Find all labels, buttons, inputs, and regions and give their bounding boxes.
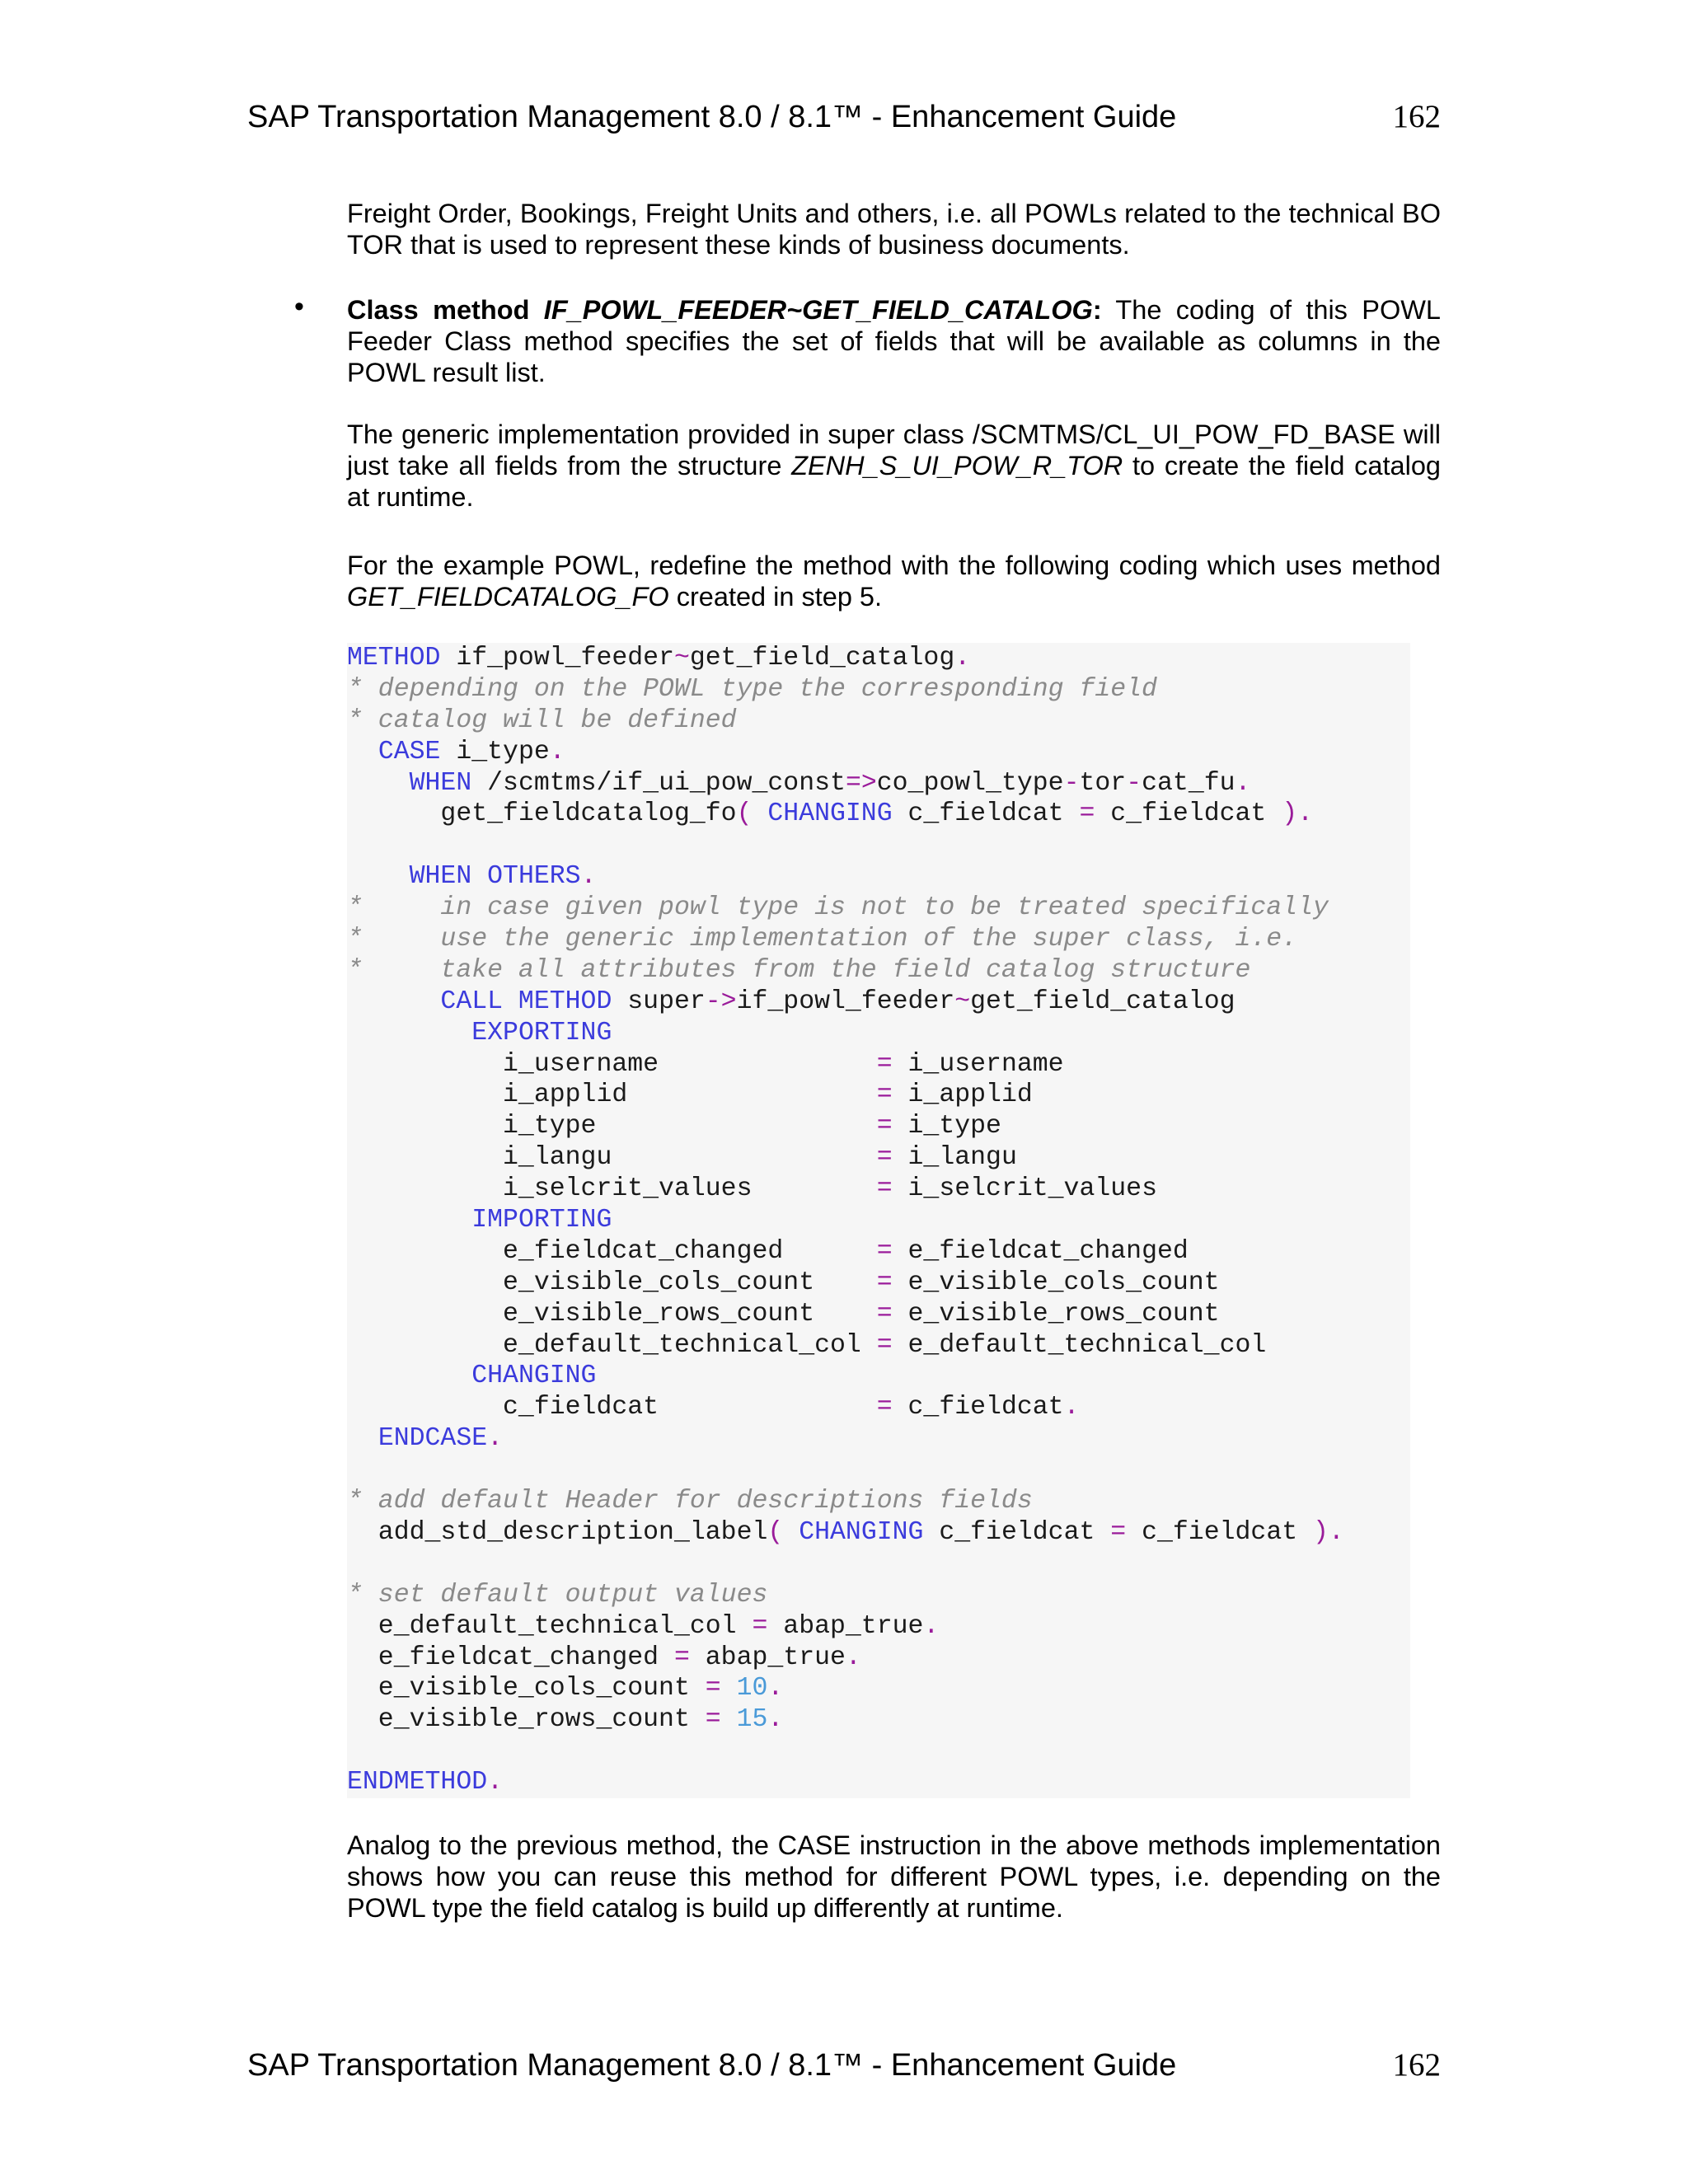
code-line <box>347 893 1410 924</box>
code-token: = <box>876 1268 893 1297</box>
code-token: i_type <box>440 737 550 766</box>
footer-page-number: 162 <box>1392 2047 1441 2083</box>
header-page-number: 162 <box>1392 99 1441 134</box>
code-token: CHANGING <box>767 799 893 829</box>
code-token: * catalog will be defined <box>347 705 737 735</box>
code-token: CASE <box>377 737 441 766</box>
para3-text-a: The generic implementation provided in super class /SCMTMS/CL_UI_POW_FD_BASE will just take all fields from the structure <box>347 419 1441 480</box>
paragraph-analog: Analog to the previous method, the CASE instruction in the above methods implementation shows how you can reuse this method for different POWL types, i.e. depending on the POWL type the field catalog is build up differently at runtime. <box>347 1830 1441 1923</box>
para4-method-name: GET_FIELDCATALOG_FO <box>347 582 669 612</box>
code-line <box>347 955 1410 987</box>
code-token: CALL METHOD <box>440 987 612 1016</box>
code-line <box>347 1580 1410 1611</box>
code-line <box>347 987 1410 1018</box>
code-token: i_username <box>347 1049 877 1079</box>
code-token: . <box>580 862 597 892</box>
code-token: = <box>876 1143 893 1173</box>
code-token: cat_fu <box>1142 768 1236 798</box>
code-token: . <box>549 737 565 766</box>
code-token: -> <box>705 987 737 1016</box>
code-token: c_fieldcat <box>1126 1517 1314 1547</box>
code-token: . <box>1235 768 1251 798</box>
code-token: c_fieldcat <box>892 1393 1064 1422</box>
code-token: ). <box>1313 1517 1344 1547</box>
code-line <box>347 1392 1410 1423</box>
code-token: get_field_catalog <box>689 644 955 673</box>
code-token: CHANGING <box>471 1361 597 1391</box>
code-token: tor <box>1079 768 1127 798</box>
code-token: WHEN <box>409 862 472 892</box>
code-token: e_visible_rows_count <box>347 1299 877 1329</box>
code-token <box>721 1705 737 1734</box>
code-token: 10 <box>736 1674 768 1704</box>
code-token: i_username <box>892 1049 1064 1079</box>
code-token: = <box>876 1174 893 1204</box>
code-token: = <box>705 1674 721 1704</box>
code-token: c_fieldcat <box>347 1393 877 1422</box>
code-token <box>347 987 440 1016</box>
paragraph-intro: Freight Order, Bookings, Freight Units and others, i.e. all POWLs related to the technical BO TOR that is used to represent these kinds of business documents. <box>347 199 1441 260</box>
code-token: e_default_technical_col <box>347 1330 877 1360</box>
code-token: . <box>845 1643 861 1672</box>
code-line <box>347 1643 1410 1674</box>
code-token: if_powl_feeder <box>736 987 955 1016</box>
bullet-colon: : <box>1092 295 1102 325</box>
code-token <box>347 1424 378 1453</box>
code-token: i_type <box>347 1112 877 1141</box>
code-token <box>347 738 378 766</box>
code-token <box>347 1206 471 1235</box>
code-token: i_type <box>892 1112 1001 1141</box>
code-token: get_fieldcatalog_fo <box>347 799 737 829</box>
code-token <box>721 1674 737 1703</box>
code-token: = <box>876 1330 893 1360</box>
code-token <box>347 862 410 891</box>
code-token: ENDMETHOD <box>347 1768 488 1797</box>
code-token: = <box>876 1049 893 1079</box>
code-line <box>347 1080 1410 1111</box>
code-token: get_field_catalog <box>970 987 1236 1016</box>
code-line <box>347 1268 1410 1299</box>
code-token: co_powl_type <box>876 768 1064 798</box>
code-token: e_visible_rows_count <box>347 1705 706 1735</box>
code-token: . <box>767 1705 784 1735</box>
code-token <box>783 1518 799 1547</box>
code-token: ~ <box>954 987 971 1016</box>
code-token: e_fieldcat_changed <box>347 1236 877 1266</box>
code-token: e_visible_cols_count <box>347 1268 877 1297</box>
code-token: = <box>876 1236 893 1266</box>
header-title: SAP Transportation Management 8.0 / 8.1™ - Enhancement Guide <box>247 100 1177 134</box>
bullet-text: The coding of this POWL Feeder Class method specifies the set of fields that will be available as columns in the POWL result list. <box>347 295 1441 387</box>
code-block <box>347 643 1410 1798</box>
code-token: abap_true <box>689 1643 846 1672</box>
code-line <box>347 799 1410 830</box>
code-token: * add default Header for descriptions fields <box>347 1487 1033 1516</box>
code-line <box>347 1361 1410 1392</box>
code-token: ( <box>736 799 753 829</box>
code-line <box>347 768 1410 799</box>
bullet-icon: • <box>294 291 304 322</box>
code-line <box>347 1704 1410 1736</box>
code-token: * use the generic implementation of the super class, i.e. <box>347 925 1298 954</box>
code-line <box>347 1673 1410 1704</box>
code-token: super <box>612 987 706 1016</box>
code-token: abap_true <box>767 1611 924 1641</box>
code-token: IMPORTING <box>471 1206 612 1235</box>
code-token: c_fieldcat <box>892 799 1080 829</box>
code-line <box>347 1049 1410 1080</box>
code-token: e_fieldcat_changed <box>892 1236 1189 1266</box>
code-token: . <box>767 1674 784 1704</box>
code-token: e_fieldcat_changed <box>347 1643 674 1672</box>
code-token: . <box>487 1768 504 1797</box>
code-token: . <box>954 644 971 673</box>
code-token: OTHERS <box>487 862 581 892</box>
code-token <box>347 1019 471 1047</box>
code-token: = <box>1079 799 1095 829</box>
code-line <box>347 924 1410 955</box>
code-line <box>347 830 1410 861</box>
code-line <box>347 1236 1410 1268</box>
code-token: = <box>673 1643 690 1672</box>
code-line <box>347 1767 1410 1798</box>
code-token: METHOD <box>347 644 441 673</box>
paragraph-bullet <box>347 294 1441 388</box>
bullet-lead: Class method <box>347 295 544 325</box>
code-token: i_applid <box>892 1080 1033 1110</box>
code-line <box>347 1611 1410 1643</box>
code-line <box>347 1517 1410 1549</box>
code-token: e_visible_cols_count <box>347 1674 706 1704</box>
para3-text-b: to create the field catalog at runtime. <box>347 451 1441 512</box>
code-token: e_visible_rows_count <box>892 1299 1220 1329</box>
code-token: e_default_technical_col <box>347 1611 753 1641</box>
code-line <box>347 705 1410 737</box>
code-token: i_langu <box>347 1143 877 1173</box>
code-token: c_fieldcat <box>923 1517 1111 1547</box>
code-token <box>752 799 767 828</box>
para4-text-b: created in step 5. <box>668 582 883 612</box>
code-line <box>347 1205 1410 1236</box>
code-line <box>347 1018 1410 1049</box>
code-line <box>347 643 1410 674</box>
code-token <box>347 1361 471 1390</box>
code-token: EXPORTING <box>471 1018 612 1047</box>
code-token: if_powl_feeder <box>440 644 674 673</box>
code-line <box>347 1142 1410 1174</box>
code-token: /scmtms/if_ui_pow_const <box>471 768 846 798</box>
code-token: ( <box>767 1517 784 1547</box>
code-token: WHEN <box>409 768 472 798</box>
code-token: * take all attributes from the field catalog structure <box>347 955 1251 985</box>
code-token: e_default_technical_col <box>892 1330 1267 1360</box>
paragraph-generic-impl <box>347 419 1441 513</box>
code-token: = <box>705 1705 721 1735</box>
code-line <box>347 1174 1410 1205</box>
code-line <box>347 1736 1410 1767</box>
code-line <box>347 1423 1410 1455</box>
code-token: CHANGING <box>799 1517 924 1547</box>
code-token: ~ <box>673 644 690 673</box>
paragraph-example <box>347 550 1441 612</box>
bullet-method-name: IF_POWL_FEEDER~GET_FIELD_CATALOG <box>543 295 1093 325</box>
code-line <box>347 737 1410 768</box>
code-token: * set default output values <box>347 1580 768 1610</box>
code-line <box>347 1299 1410 1330</box>
code-line <box>347 861 1410 893</box>
code-line <box>347 1455 1410 1486</box>
code-line <box>347 674 1410 705</box>
code-token <box>471 862 487 891</box>
code-line <box>347 1549 1410 1580</box>
para3-structure-name: ZENH_S_UI_POW_R_TOR <box>791 451 1123 480</box>
code-token: - <box>1063 768 1080 798</box>
code-line <box>347 1111 1410 1142</box>
code-token <box>347 769 410 798</box>
code-token: = <box>876 1393 893 1422</box>
code-token: i_langu <box>892 1143 1017 1173</box>
code-token: i_selcrit_values <box>892 1174 1157 1204</box>
code-token: - <box>1126 768 1142 798</box>
code-token: add_std_description_label <box>347 1517 768 1547</box>
code-token: . <box>923 1611 940 1641</box>
code-line <box>347 1486 1410 1517</box>
code-token: => <box>845 768 877 798</box>
code-token: c_fieldcat <box>1095 799 1282 829</box>
code-token: * depending on the POWL type the corresponding field <box>347 674 1157 704</box>
code-line <box>347 1330 1410 1361</box>
code-token: i_applid <box>347 1080 877 1110</box>
code-token: ENDCASE <box>377 1424 488 1454</box>
code-token: = <box>876 1299 893 1329</box>
code-token: . <box>1063 1393 1080 1422</box>
code-token: . <box>487 1424 504 1454</box>
code-token: = <box>876 1080 893 1110</box>
code-token: i_selcrit_values <box>347 1174 877 1204</box>
code-token: = <box>752 1611 768 1641</box>
code-token: * in case given powl type is not to be treated specifically <box>347 893 1329 923</box>
code-token: ). <box>1282 799 1314 829</box>
code-token: = <box>1110 1517 1127 1547</box>
para4-text-a: For the example POWL, redefine the method with the following coding which uses method <box>347 551 1441 580</box>
footer-title: SAP Transportation Management 8.0 / 8.1™ - Enhancement Guide <box>247 2048 1177 2083</box>
code-token: = <box>876 1112 893 1141</box>
code-token: e_visible_cols_count <box>892 1268 1220 1297</box>
code-token: 15 <box>736 1705 768 1735</box>
